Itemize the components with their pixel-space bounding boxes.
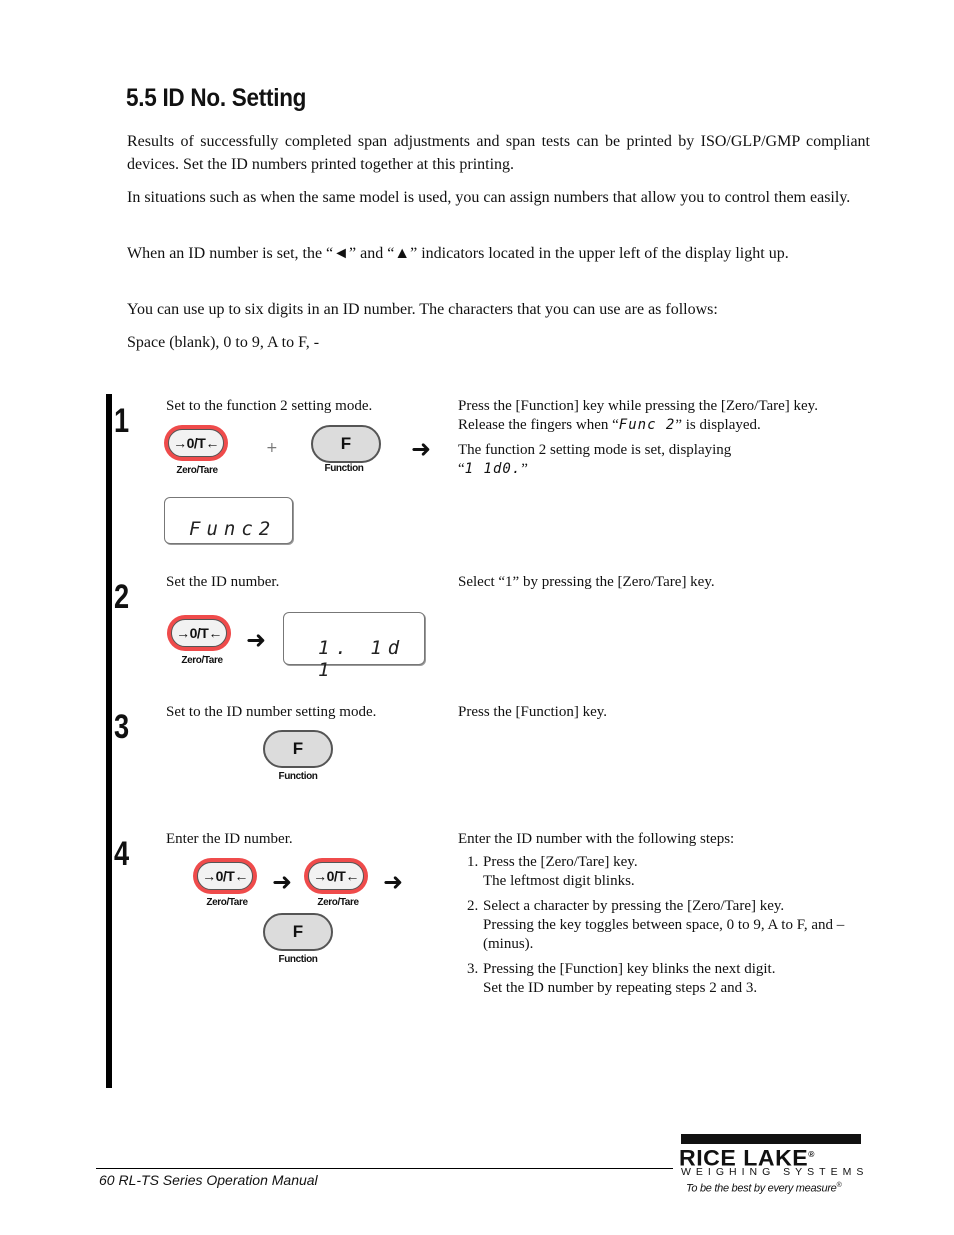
logo-bar	[681, 1134, 861, 1144]
step-1-number: 1	[114, 402, 130, 440]
zero-tare-key-face: →0/T←	[308, 862, 364, 890]
intro-paragraph-5: Space (blank), 0 to 9, A to F, -	[127, 334, 320, 351]
step-1-inline-display: Func 2	[618, 417, 676, 433]
plus-sign: +	[266, 440, 278, 456]
lcd-display-id	[283, 612, 425, 681]
logo-tagline: To be the best by every measure®	[686, 1182, 842, 1195]
lcd-display-func2	[164, 497, 293, 544]
logo-wordmark: RICE LAKE®	[679, 1145, 815, 1171]
logo-subtitle: WEIGHING SYSTEMS	[681, 1166, 869, 1178]
section-heading: 5.5 ID No. Setting	[126, 84, 307, 112]
step-1-inline-display-b: 1 1d0.	[464, 461, 522, 477]
step-4-action: Enter the ID number.	[166, 831, 293, 847]
step-1-detail-a: Press the [Function] key while pressing the [Zero/Tare] key. Release the fingers when “Func 2” is displayed.	[458, 398, 818, 433]
lcd-display-text: Func2	[189, 518, 277, 540]
lcd-display-text: 1. 1d 1	[318, 637, 406, 681]
step-2-number: 2	[114, 578, 130, 616]
footer-rule	[96, 1168, 673, 1169]
zero-tare-key-face: →0/T←	[171, 619, 227, 647]
intro-paragraph-2: In situations such as when the same model is used, you can assign numbers that allow you to control them easily.	[127, 189, 851, 206]
function-key-label: Function	[278, 954, 318, 965]
step-3-action: Set to the ID number setting mode.	[166, 704, 377, 720]
step-4-number: 4	[114, 835, 130, 873]
list-item: 3. Pressing the [Function] key blinks the next digit. Set the ID number by repeating steps 2 and 3.	[482, 960, 882, 998]
step-2-action: Set the ID number.	[166, 574, 280, 590]
arrow-right-icon: ➜	[246, 626, 267, 654]
zero-tare-key[interactable]	[193, 858, 257, 894]
zero-tare-key-face: →0/T←	[197, 862, 253, 890]
zero-tare-key-label: Zero/Tare	[206, 897, 248, 908]
zero-tare-key-label: Zero/Tare	[181, 655, 223, 666]
arrow-right-icon: ➜	[411, 435, 432, 463]
intro-paragraph-3: When an ID number is set, the “◄” and “▲” indicators located in the upper left of the display light up.	[127, 245, 789, 262]
step-3-detail: Press the [Function] key.	[458, 704, 608, 720]
zero-tare-key-face: →0/T←	[168, 429, 224, 457]
arrow-right-icon: ➜	[272, 868, 293, 896]
step-3-number: 3	[114, 708, 130, 746]
zero-tare-key-label: Zero/Tare	[176, 465, 218, 476]
step-4-detail: Enter the ID number with the following steps:	[458, 831, 735, 847]
zero-tare-key[interactable]	[167, 615, 231, 651]
function-key-label: Function	[278, 771, 318, 782]
procedure-bar	[106, 394, 112, 1088]
list-item: 1. Press the [Zero/Tare] key. The leftmost digit blinks.	[482, 853, 882, 891]
function-key[interactable]: F	[311, 425, 381, 463]
step-2-detail: Select “1” by pressing the [Zero/Tare] key.	[458, 574, 715, 590]
function-key[interactable]: F	[263, 730, 333, 768]
zero-tare-key[interactable]	[304, 858, 368, 894]
step-4-instruction-list	[459, 853, 882, 1004]
intro-paragraph-1: Results of successfully completed span adjustments and span tests can be printed by ISO/GLP/GMP compliant devices. Set the ID numbers printed together at this printing.	[127, 133, 870, 173]
zero-tare-key-label: Zero/Tare	[317, 897, 359, 908]
intro-paragraph-4: You can use up to six digits in an ID number. The characters that you can use are as follows:	[127, 301, 718, 318]
zero-tare-key[interactable]	[164, 425, 228, 461]
footer-page-text: 60 RL-TS Series Operation Manual	[99, 1172, 318, 1188]
arrow-right-icon: ➜	[383, 868, 404, 896]
function-key[interactable]: F	[263, 913, 333, 951]
step-1-action: Set to the function 2 setting mode.	[166, 398, 373, 414]
list-item: 2. Select a character by pressing the [Zero/Tare] key. Pressing the key toggles between space, 0 to 9, A to F, and – (minus).	[482, 897, 882, 954]
function-key-label: Function	[324, 463, 364, 474]
step-1-detail-b: The function 2 setting mode is set, displaying “1 1d0.”	[458, 442, 732, 477]
